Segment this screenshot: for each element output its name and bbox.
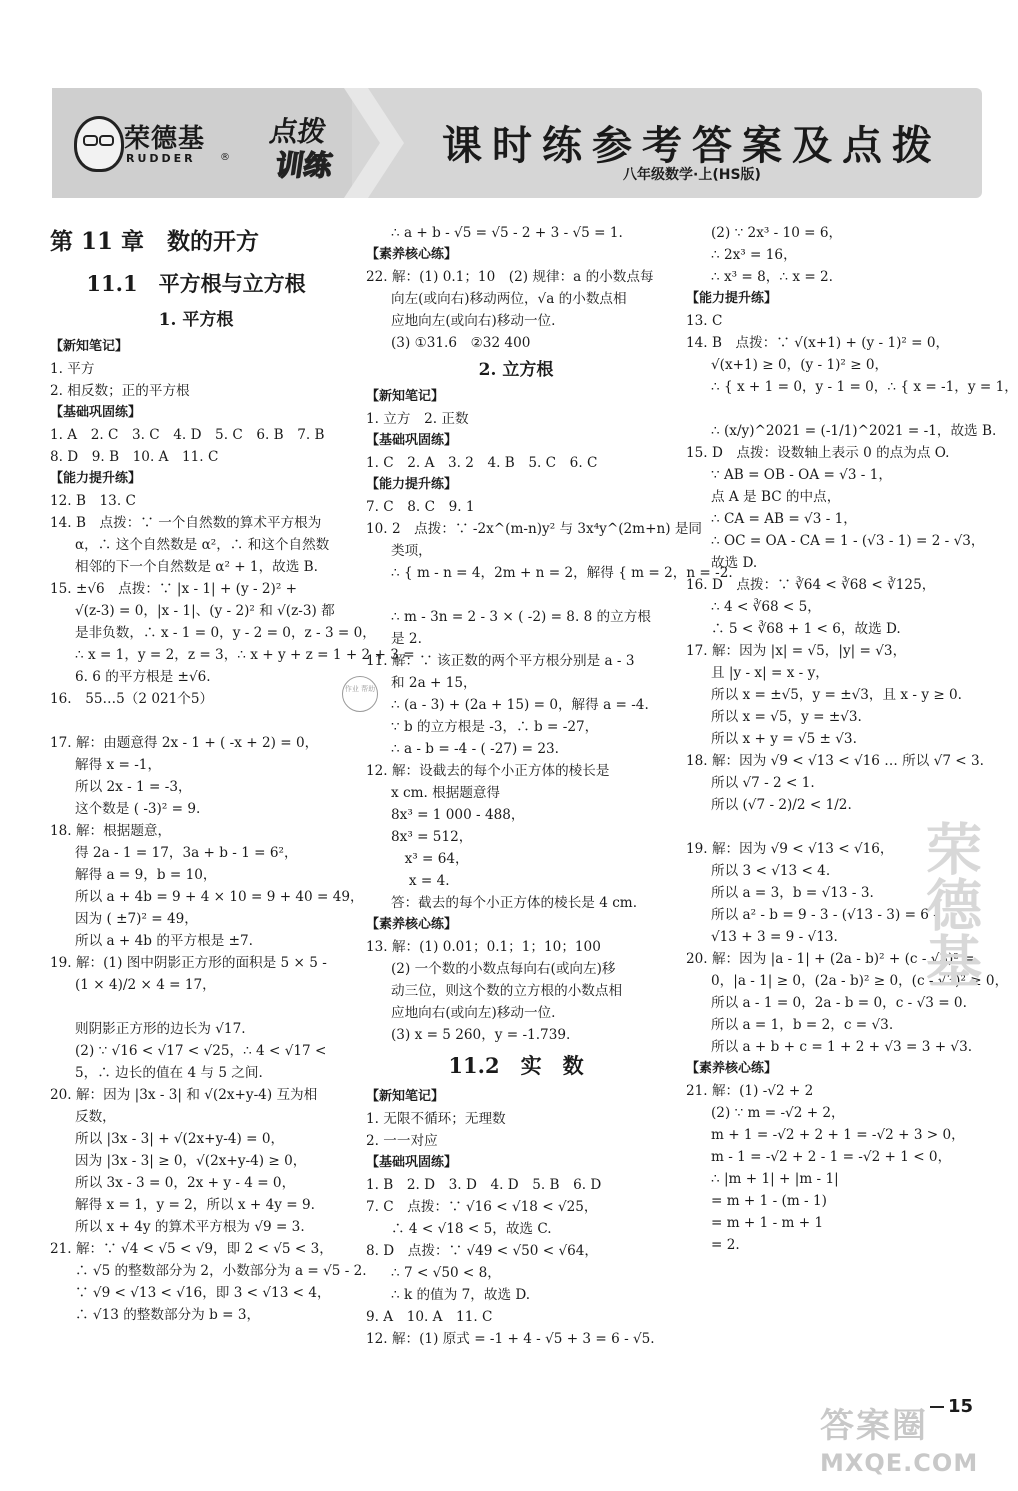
answer-line: 11. 解：∵ 该正数的两个平方根分别是 a - 3 — [366, 653, 635, 669]
answer-line-continued: ∴ k 的值为 7，故选 D. — [391, 1287, 531, 1303]
chapter-title: 第 11 章 数的开方 — [50, 228, 260, 255]
answer-line: 15. D 点拨：设数轴上表示 0 的点为点 O. — [686, 445, 950, 461]
answer-line — [686, 398, 976, 420]
answer-line-continued: ∵ √9 < √13 < √16，即 3 < √13 < 4， — [75, 1285, 331, 1301]
answer-line-continued: = m + 1 - (m - 1) — [711, 1193, 827, 1209]
answer-line — [50, 996, 342, 1018]
brand-name-en: RUDDER — [126, 152, 196, 165]
answer-line: 13. C — [686, 313, 723, 329]
answer-line-continued: 6. 6 的平方根是 ±√6. — [75, 669, 211, 685]
answer-line: 1. 立方 2. 正数 — [366, 411, 469, 427]
answer-line-continued: ∴ √13 的整数部分为 b = 3， — [75, 1307, 261, 1323]
mascot-icon — [74, 116, 124, 172]
answer-line-continued: 所以 a - 1 = 0，2a - b = 0，c - √3 = 0. — [711, 995, 967, 1011]
answer-line: 12. 解：设截去的每个小正方体的棱长是 — [366, 763, 610, 779]
answer-line-continued: ∴ √5 的整数部分为 2，小数部分为 a = √5 - 2. — [75, 1263, 367, 1279]
answer-line: 2. 一一对应 — [366, 1133, 438, 1149]
answer-line-continued: 应地向右(或向左)移动一位. — [391, 1005, 556, 1021]
answer-line-continued: 0，|a - 1| ≥ 0，(2a - b)² ≥ 0，(c - √3)² ≥ 0， — [711, 973, 1009, 989]
answer-line: 17. 解：因为 |x| = √5，|y| = √3， — [686, 643, 907, 659]
answer-line-continued: 且 |y - x| = x - y， — [711, 665, 829, 681]
answer-line-continued: 得 2a - 1 = 17，3a + b - 1 = 6²， — [75, 845, 298, 861]
section-tag: 【基础巩固练】 — [366, 433, 458, 448]
answer-line-continued: 反数， — [75, 1109, 116, 1125]
section-tag: 【能力提升练】 — [686, 291, 778, 306]
answer-line-continued: 所以 a + 4b = 9 + 4 × 10 = 9 + 40 = 49， — [75, 889, 364, 905]
answer-line-continued: (3) ①31.6 ②32 400 — [391, 335, 531, 351]
answer-line-continued: m + 1 = -√2 + 2 + 1 = -√2 + 3 > 0， — [711, 1127, 965, 1143]
answer-line-continued: (2) ∵ 2x³ - 10 = 6， — [711, 225, 843, 241]
side-watermark: 荣德基 — [917, 820, 983, 988]
page-subtitle: 八年级数学·上(HS版) — [623, 167, 761, 183]
subsection-title: 1. 平方根 — [158, 310, 234, 330]
answer-line: 8. D 点拨：∵ √49 < √50 < √64， — [366, 1243, 599, 1259]
section-tag: 【新知笔记】 — [50, 339, 129, 354]
answer-line: 1. A 2. C 3. C 4. D 5. C 6. B 7. B — [50, 427, 325, 443]
answer-line-continued: ∴ a + b - √5 = √5 - 2 + 3 - √5 = 1. — [391, 225, 623, 241]
watermark-line2: MXQE.COM — [820, 1449, 979, 1477]
answer-line: 20. 解：因为 |3x - 3| 和 √(2x+y-4) 互为相 — [50, 1087, 318, 1103]
answer-line-continued: (3) x = 5 260，y = -1.739. — [391, 1027, 571, 1043]
answer-line-continued: (2) ∵ m = -√2 + 2， — [711, 1105, 845, 1121]
answer-line: 9. A 10. A 11. C — [366, 1309, 493, 1325]
answer-line: 1. 平方 — [50, 361, 95, 377]
answer-line: 1. B 2. D 3. D 4. D 5. B 6. D — [366, 1177, 602, 1193]
answer-line-continued: ∴ 2x³ = 16， — [711, 247, 797, 263]
answer-line-continued: 答：截去的每个小正方体的棱长是 4 cm. — [391, 895, 638, 911]
answer-line-continued: 和 2a + 15， — [391, 675, 477, 691]
answer-line-continued: 动三位，则这个数的立方根的小数点相 — [391, 983, 623, 999]
answer-line-continued: 是 2. — [391, 631, 422, 647]
header-banner — [52, 88, 982, 198]
answer-line-continued: ∴ (x/y)^2021 = (-1/1)^2021 = -1，故选 B. — [711, 423, 997, 439]
answer-line-continued: m - 1 = -√2 + 2 - 1 = -√2 + 1 < 0， — [711, 1149, 952, 1165]
answer-line-continued: ∴ 4 < √18 < 5，故选 C. — [391, 1221, 552, 1237]
answer-line-continued: 则阴影正方形的边长为 √17. — [75, 1021, 246, 1037]
answer-line-continued: 5，∴ 边长的值在 4 与 5 之间. — [75, 1065, 263, 1081]
answer-line — [366, 584, 666, 606]
answer-line-continued: 是非负数，∴ x - 1 = 0，y - 2 = 0，z - 3 = 0， — [75, 625, 376, 641]
arrow-divider-icon — [344, 88, 404, 198]
answer-line-continued: x = 4. — [391, 873, 450, 889]
answer-line-continued: 所以 3 < √13 < 4. — [711, 863, 831, 879]
answer-line: 7. C 点拨：∵ √16 < √18 < √25， — [366, 1199, 598, 1215]
answer-line-continued: (2) 一个数的小数点每向右(或向左)移 — [391, 961, 616, 977]
answer-line: 16. D 点拨：∵ ∛64 < ∛68 < ∛125， — [686, 577, 936, 593]
answer-line-continued: 所以 x = √5，y = ±√3. — [711, 709, 862, 725]
answer-line-continued: x cm. 根据题意得 — [391, 785, 501, 801]
answer-line-continued: ∴ OC = OA - CA = 1 - (√3 - 1) = 2 - √3， — [711, 533, 985, 549]
answer-line-continued: 类项， — [391, 543, 432, 559]
answer-line-continued: 所以 x + y = √5 ± √3. — [711, 731, 857, 747]
answer-line-continued: 所以 a = 3，b = √13 - 3. — [711, 885, 874, 901]
answer-line-continued: 点 A 是 BC 的中点， — [711, 489, 841, 505]
answer-line: 12. 解：(1) 原式 = -1 + 4 - √5 + 3 = 6 - √5. — [366, 1331, 655, 1347]
answer-line-continued: ∴ m - 3n = 2 - 3 × ( -2) = 8. 8 的立方根 — [391, 609, 651, 625]
answer-line-continued: 这个数是 ( -3)² = 9. — [75, 801, 201, 817]
series-name-line2: 训练 — [273, 149, 335, 182]
brand-panel — [52, 88, 352, 198]
answer-line-continued: ∴ 5 < ∛68 + 1 < 6，故选 D. — [711, 621, 901, 637]
answer-line-continued: ∴ |m + 1| + |m - 1| — [711, 1171, 839, 1187]
answer-line-continued: ∵ b 的立方根是 -3，∴ b = -27， — [391, 719, 599, 735]
answer-line: 18. 解：根据题意， — [50, 823, 172, 839]
section-tag: 【能力提升练】 — [366, 477, 458, 492]
answer-line-continued: 因为 |3x - 3| ≥ 0，√(2x+y-4) ≥ 0， — [75, 1153, 307, 1169]
answer-line-continued: 所以 3x - 3 = 0，2x + y - 4 = 0， — [75, 1175, 296, 1191]
answer-line: 21. 解：(1) -√2 + 2 — [686, 1083, 814, 1099]
answer-line-continued: 应地向左(或向右)移动一位. — [391, 313, 556, 329]
answer-line: 20. 解：因为 |a - 1| + (2a - b)² + (c - √3)² = — [686, 951, 975, 967]
series-name-line1: 点拨 — [267, 115, 329, 148]
answer-line-continued: (2) ∵ √16 < √17 < √25，∴ 4 < √17 < — [75, 1043, 327, 1059]
section-tag: 【新知笔记】 — [366, 1089, 445, 1104]
answer-line-continued: 8x³ = 512， — [391, 829, 473, 845]
section-tag: 【基础巩固练】 — [50, 405, 142, 420]
answer-line-continued: 所以 a² - b = 9 - 3 - (√13 - 3) = 6 - — [711, 907, 938, 923]
section-tag: 【素养核心练】 — [366, 917, 458, 932]
answer-line: 21. 解：∵ √4 < √5 < √9，即 2 < √5 < 3， — [50, 1241, 333, 1257]
answer-line-continued: 所以 a + 4b 的平方根是 ±7. — [75, 933, 253, 949]
answer-line: 1. C 2. A 3. 2 4. B 5. C 6. C — [366, 455, 598, 471]
answer-line-continued: 解得 a = 9，b = 10， — [75, 867, 217, 883]
answer-line-continued: 故选 D. — [711, 555, 758, 571]
answer-line: 8. D 9. B 10. A 11. C — [50, 449, 219, 465]
page-number: 15 — [948, 1396, 974, 1417]
answer-line-continued: 8x³ = 1 000 - 488， — [391, 807, 525, 823]
answer-line-continued: ∴ 7 < √50 < 8， — [391, 1265, 501, 1281]
answer-line-continued: ∴ a - b = -4 - ( -27) = 23. — [391, 741, 559, 757]
answer-line-continued: 所以 |3x - 3| + √(2x+y-4) = 0， — [75, 1131, 285, 1147]
answer-line-continued: 所以 x + 4y 的算术平方根为 √9 = 3. — [75, 1219, 305, 1235]
answer-line-continued: = m + 1 - m + 1 — [711, 1215, 824, 1231]
answer-line-continued: 所以 2x - 1 = -3， — [75, 779, 192, 795]
registered-mark: ® — [220, 152, 230, 163]
answer-line-continued: ∴ { m - n = 4，2m + n = 2，解得 { m = 2，n = -2. — [391, 565, 733, 581]
answer-line: 18. 解：因为 √9 < √13 < √16 … 所以 √7 < 3. — [686, 753, 984, 769]
answer-line-continued: ∴ x = 1，y = 2，z = 3，∴ x + y + z = 1 + 2 + 3 = — [75, 647, 415, 663]
answer-line-continued: x³ = 64， — [391, 851, 469, 867]
answer-line-continued: 所以 a + b + c = 1 + 2 + √3 = 3 + √3. — [711, 1039, 973, 1055]
answer-line: 15. ±√6 点拨：∵ |x - 1| + (y - 2)² + — [50, 581, 298, 597]
answer-line-continued: 所以 (√7 - 2)/2 < 1/2. — [711, 797, 852, 813]
answer-line-continued: ∴ 4 < ∛68 < 5， — [711, 599, 821, 615]
answer-line-continued: = 2. — [711, 1237, 740, 1253]
section-tag: 【素养核心练】 — [366, 247, 458, 262]
answer-line-continued: √(z-3) = 0，|x - 1|、(y - 2)² 和 √(z-3) 都 — [75, 603, 335, 619]
text-column-right — [686, 222, 1018, 1256]
answer-line-continued: α，∴ 这个自然数是 α²，∴ 和这个自然数 — [75, 537, 330, 553]
answer-line-continued: 所以 a = 1，b = 2，c = √3. — [711, 1017, 894, 1033]
answer-line: 19. 解：因为 √9 < √13 < √16， — [686, 841, 894, 857]
answer-line: 1. 无限不循环；无理数 — [366, 1111, 506, 1127]
section-title: 11.1 平方根与立方根 — [86, 271, 306, 296]
answer-line: 22. 解：(1) 0.1；10 (2) 规律：a 的小数点每 — [366, 269, 654, 285]
watermark-line1: 答案圈 — [820, 1406, 928, 1446]
answer-line: 13. 解：(1) 0.01；0.1；1；10；100 — [366, 939, 601, 955]
site-watermark — [820, 1404, 990, 1484]
answer-line-continued: 解得 x = 1，y = 2，所以 x + 4y = 9. — [75, 1197, 315, 1213]
section-tag: 【基础巩固练】 — [366, 1155, 458, 1170]
homework-stamp: 作业 帮助 — [342, 676, 378, 712]
section-tag: 【新知笔记】 — [366, 389, 445, 404]
answer-line-continued: ∴ x³ = 8，∴ x = 2. — [711, 269, 833, 285]
answer-line-continued: ∴ { x + 1 = 0，y - 1 = 0，∴ { x = -1，y = 1， — [711, 379, 1018, 395]
section-title: 11.2 实 数 — [448, 1053, 584, 1078]
answer-line-continued: √(x+1) ≥ 0，(y - 1)² ≥ 0， — [711, 357, 889, 373]
answer-line-continued: 向左(或向右)移动两位，√a 的小数点相 — [391, 291, 627, 307]
answer-line-continued: 所以 √7 - 2 < 1. — [711, 775, 815, 791]
answer-line: 17. 解：由题意得 2x - 1 + ( -x + 2) = 0， — [50, 735, 319, 751]
subsection-title: 2. 立方根 — [478, 360, 554, 380]
answer-line: 16. 55…5（2 021个5） — [50, 691, 214, 707]
answer-line-continued: ∵ AB = OB - OA = √3 - 1， — [711, 467, 892, 483]
answer-line-continued: 相邻的下一个自然数是 α² + 1，故选 B. — [75, 559, 318, 575]
answer-line: 10. 2 点拨：∵ -2x^(m-n)y² 与 3x⁴y^(2m+n) 是同 — [366, 521, 703, 537]
answer-line: 14. B 点拨：∵ 一个自然数的算术平方根为 — [50, 515, 322, 531]
answer-line-continued: √13 + 3 = 9 - √13. — [711, 929, 838, 945]
brand-name: 荣德基 — [124, 124, 206, 154]
answer-line: 7. C 8. C 9. 1 — [366, 499, 475, 515]
answer-line: 2. 相反数；正的平方根 — [50, 383, 190, 399]
section-tag: 【素养核心练】 — [686, 1061, 778, 1076]
answer-line: 14. B 点拨：∵ √(x+1) + (y - 1)² = 0， — [686, 335, 950, 351]
answer-line-continued: 解得 x = -1， — [75, 757, 162, 773]
answer-line: 12. B 13. C — [50, 493, 136, 509]
section-tag: 【能力提升练】 — [50, 471, 142, 486]
answer-line-continued: 所以 x = ±√5，y = ±√3，且 x - y ≥ 0. — [711, 687, 963, 703]
answer-line: 19. 解：(1) 图中阴影正方形的面积是 5 × 5 - — [50, 955, 327, 971]
page-title: 课时练参考答案及点拨 — [442, 122, 942, 169]
answer-line-continued: 因为 ( ±7)² = 49， — [75, 911, 198, 927]
answer-line-continued: ∴ (a - 3) + (2a + 15) = 0，解得 a = -4. — [391, 697, 649, 713]
answer-line-continued: ∴ CA = AB = √3 - 1， — [711, 511, 857, 527]
answer-line — [50, 710, 342, 732]
answer-line-continued: (1 × 4)/2 × 4 = 17， — [75, 977, 216, 993]
